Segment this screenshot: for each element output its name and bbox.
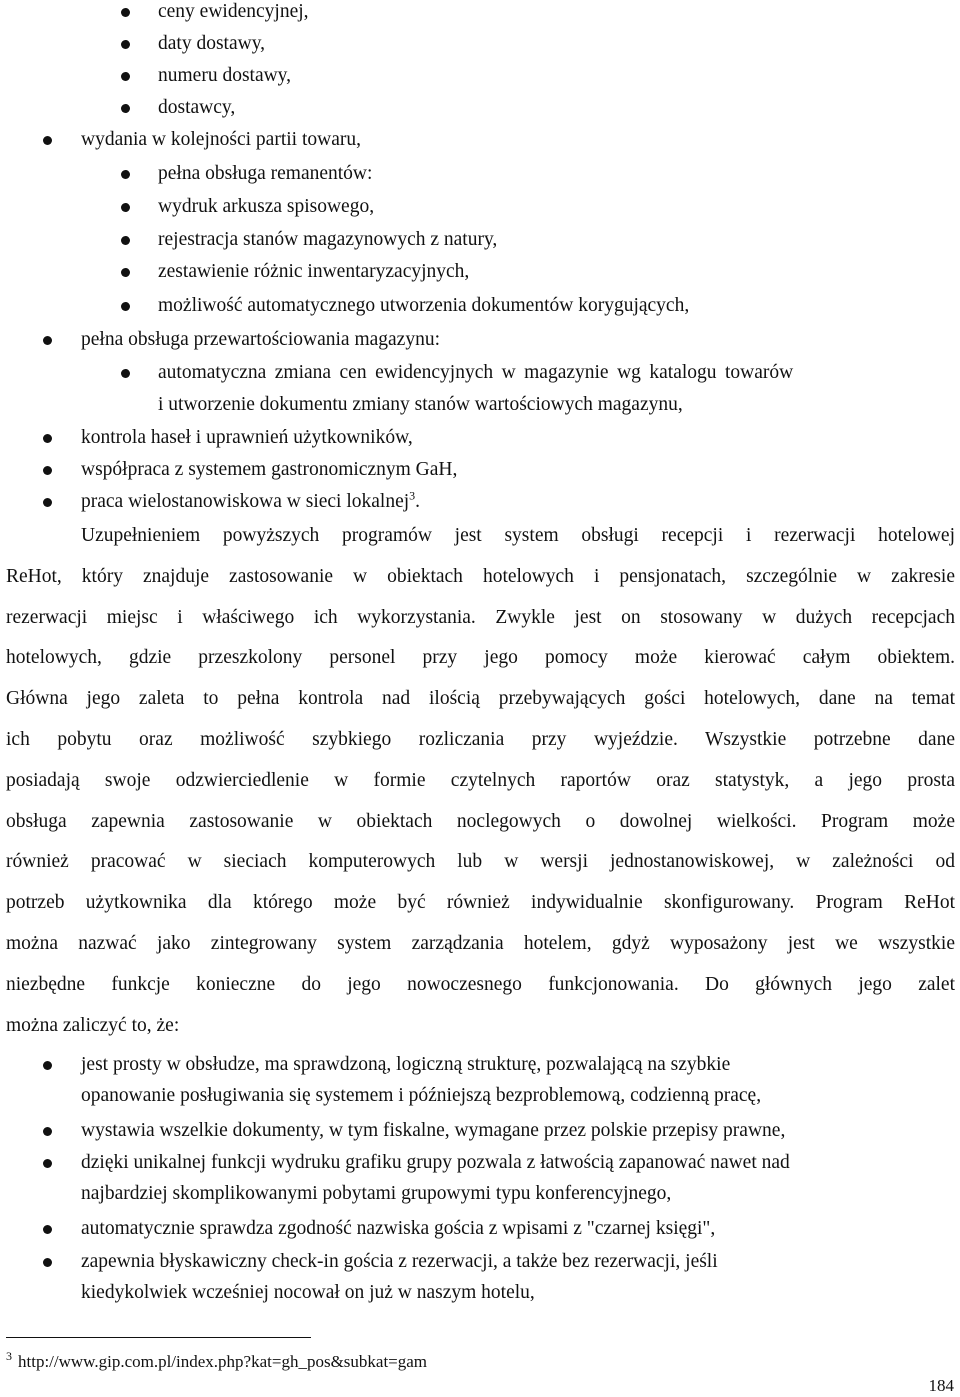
bullet-icon xyxy=(43,1258,52,1267)
list-item: jest prosty w obsłudze, ma sprawdzoną, logiczną strukturę, pozwalającą na szybkie xyxy=(81,1054,731,1075)
paragraph-line: również pracować w sieciach komputerowych lub w wersji jednostanowiskowej, w zależności od xyxy=(6,851,955,873)
list-item: współpraca z systemem gastronomicznym GaH, xyxy=(81,459,458,480)
bullet-icon xyxy=(43,466,52,475)
list-item: możliwość automatycznego utworzenia dokumentów korygujących, xyxy=(158,295,690,316)
body-paragraph xyxy=(6,516,955,1046)
paragraph-line: posiadają swoje odzwierciedlenie w formie czytelnych raportów oraz statystyk, a jego prosta xyxy=(6,769,955,791)
paragraph-line: Główna jego zaleta to pełna kontrola nad ilością przebywających gości hotelowych, dane na temat xyxy=(6,688,955,710)
footnote-number: 3 xyxy=(6,1349,12,1364)
bullet-icon xyxy=(43,1061,52,1070)
list-item-end-punctuation: . xyxy=(415,491,421,512)
list-item-continuation: kiedykolwiek wcześniej nocował on już w naszym hotelu, xyxy=(81,1282,535,1303)
bullet-icon xyxy=(43,1225,52,1234)
list-item: zestawienie różnic inwentaryzacyjnych, xyxy=(158,261,470,282)
list-item: dzięki unikalnej funkcji wydruku grafiku grupy pozwala z łatwością zapanować nawet nad xyxy=(81,1152,790,1173)
bullet-icon xyxy=(43,336,52,345)
list-item: pełna obsługa przewartościowania magazynu: xyxy=(81,329,440,350)
paragraph-line: hotelowych, gdzie przeszkolony personel przy jego pomocy może kierować całym obiektem. xyxy=(6,647,955,669)
footnote xyxy=(6,1351,427,1373)
bullet-icon xyxy=(121,236,130,245)
list-item: zapewnia błyskawiczny check-in gościa z rezerwacji, a także bez rezerwacji, jeśli xyxy=(81,1251,718,1272)
paragraph-line: można nazwać jako zintegrowany system zarządzania hotelem, gdyż wyposażony jest we wszystkie xyxy=(6,932,955,954)
list-item-continuation: najbardziej skomplikowanymi pobytami grupowymi typu konferencyjnego, xyxy=(81,1183,672,1204)
paragraph-line: niezbędne funkcje konieczne do jego nowoczesnego funkcjonowania. Do głównych jego zalet xyxy=(6,973,955,995)
list-item: automatycznie sprawdza zgodność nazwiska gościa z wpisami z "czarnej księgi", xyxy=(81,1218,716,1239)
bullet-icon xyxy=(121,170,130,179)
bullet-icon xyxy=(121,203,130,212)
list-item: kontrola haseł i uprawnień użytkowników, xyxy=(81,427,413,448)
paragraph-line: można zaliczyć to, że: xyxy=(6,1014,180,1036)
bullet-icon xyxy=(121,8,130,17)
list-item-text: praca wielostanowiskowa w sieci lokalnej xyxy=(81,491,410,512)
list-item: automatyczna zmiana cen ewidencyjnych w magazynie wg katalogu towarów xyxy=(158,362,794,383)
footnote-separator xyxy=(6,1337,311,1338)
bullet-icon xyxy=(43,136,52,145)
list-item: wydruk arkusza spisowego, xyxy=(158,196,375,217)
bullet-icon xyxy=(121,104,130,113)
paragraph-line: obsługa zapewnia zastosowanie w obiektach noclegowych o dowolnej wielkości. Program może xyxy=(6,810,955,832)
list-item: dostawcy, xyxy=(158,97,236,118)
bullet-icon xyxy=(43,498,52,507)
paragraph-line: ich pobytu oraz możliwość szybkiego rozliczania przy wyjeździe. Wszystkie potrzebne dane xyxy=(6,728,955,750)
paragraph-line: Uzupełnieniem powyższych programów jest system obsługi recepcji i rezerwacji hotelowej xyxy=(81,525,955,546)
bullet-icon xyxy=(121,302,130,311)
page-number: 184 xyxy=(928,1376,954,1395)
bullet-icon xyxy=(121,72,130,81)
list-item: wystawia wszelkie dokumenty, w tym fiskalne, wymagane przez polskie przepisy prawne, xyxy=(81,1120,786,1141)
paragraph-line: ReHot, który znajduje zastosowanie w obiektach hotelowych i pensjonatach, szczególnie w zakresie xyxy=(6,565,955,587)
bullet-icon xyxy=(43,1127,52,1136)
list-item: wydania w kolejności partii towaru, xyxy=(81,129,361,150)
footnote-link[interactable]: http://www.gip.com.pl/index.php?kat=gh_pos&subkat=gam xyxy=(18,1352,428,1371)
list-item-continuation: i utworzenie dokumentu zmiany stanów wartościowych magazynu, xyxy=(158,394,683,415)
list-item-with-footnote xyxy=(81,487,420,517)
list-item: numeru dostawy, xyxy=(158,65,292,86)
list-item-continuation: opanowanie posługiwania się systemem i późniejszą bezproblemową, codzienną pracę, xyxy=(81,1085,762,1106)
paragraph-line: rezerwacji miejsc i właściwego ich wykorzystania. Zwykle jest on stosowany w dużych recepcjach xyxy=(6,606,955,628)
list-item: rejestracja stanów magazynowych z natury, xyxy=(158,229,498,250)
paragraph-line: potrzeb użytkownika dla którego może być również indywidualnie skonfigurowany. Program ReHot xyxy=(6,892,955,914)
list-item: ceny ewidencyjnej, xyxy=(158,1,309,22)
bullet-icon xyxy=(121,268,130,277)
bullet-icon xyxy=(43,434,52,443)
footnote-reference: 3 xyxy=(409,488,416,503)
bullet-icon xyxy=(121,40,130,49)
list-item: pełna obsługa remanentów: xyxy=(158,163,373,184)
bullet-icon xyxy=(121,369,130,378)
list-item: daty dostawy, xyxy=(158,33,266,54)
bullet-icon xyxy=(43,1159,52,1168)
